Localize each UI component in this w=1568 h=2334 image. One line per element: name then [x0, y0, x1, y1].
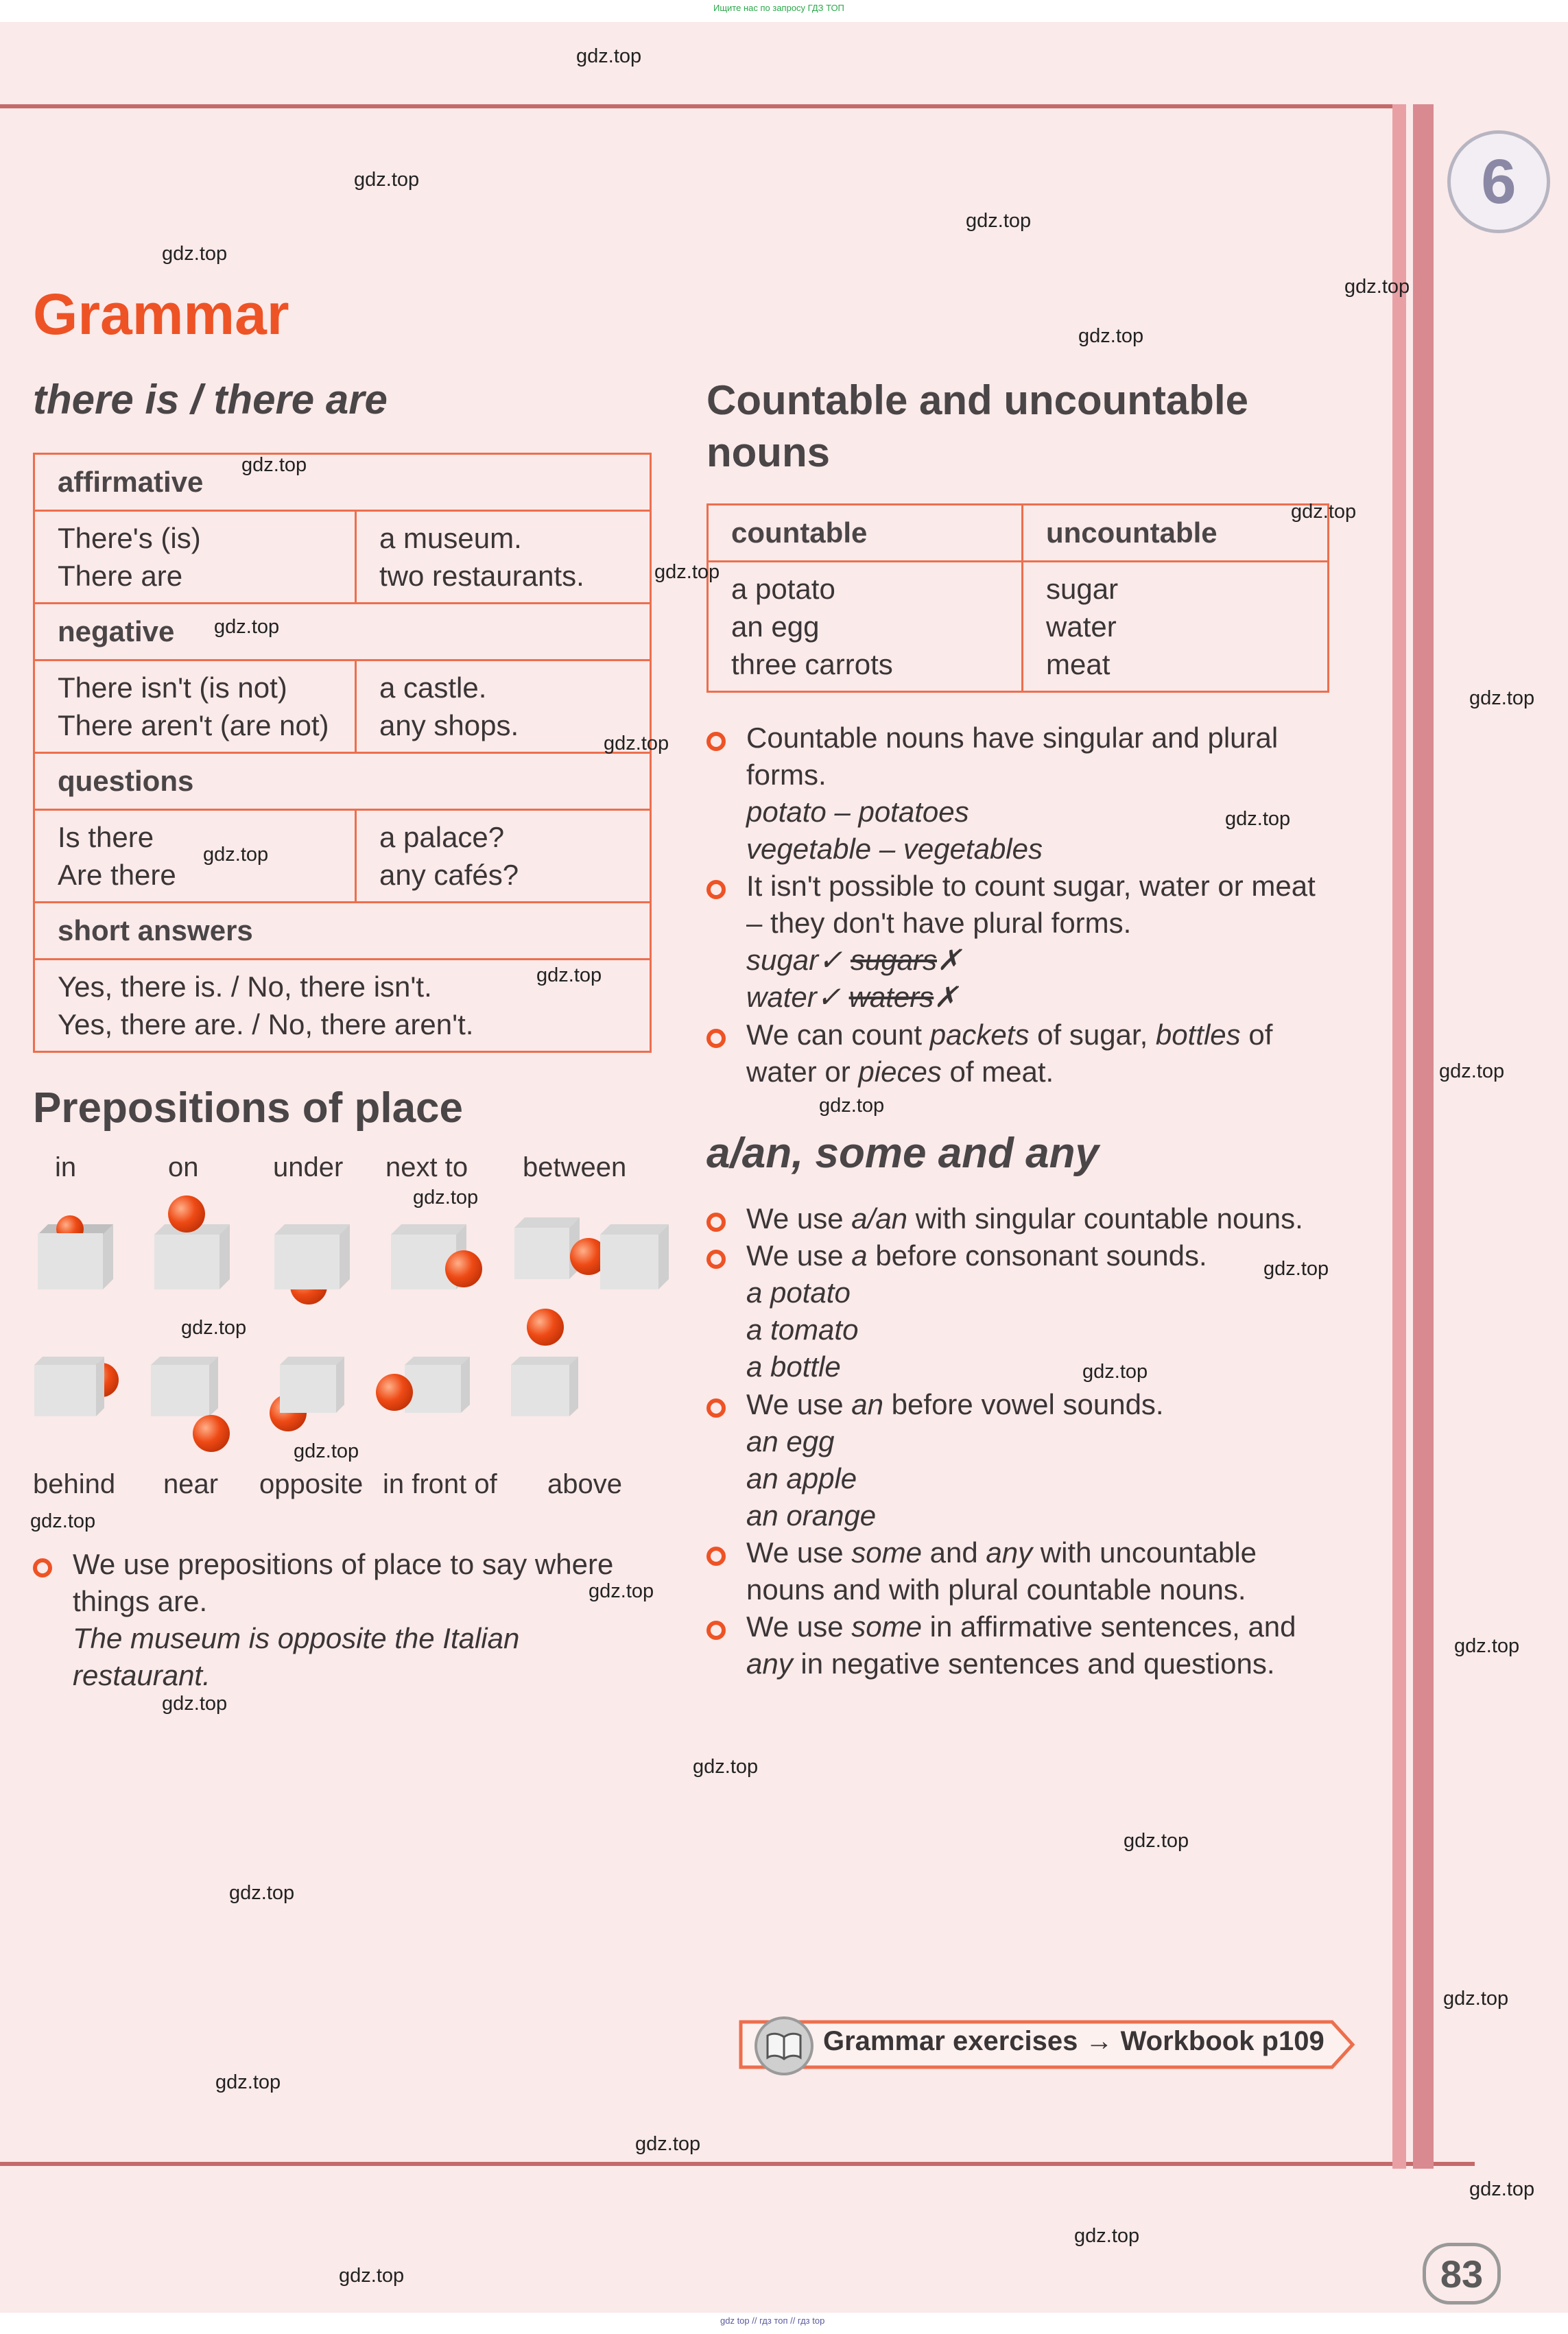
- workbook-link[interactable]: [738, 2019, 1355, 2067]
- questions-right-2: any cafés?: [379, 859, 519, 891]
- bottom-note: gdz top // гдз топ // гдз top: [720, 2315, 825, 2326]
- countable-example-2: vegetable – vegetables: [746, 833, 1043, 865]
- watermark: gdz.top: [1124, 1830, 1189, 1852]
- watermark: gdz.top: [215, 2071, 281, 2093]
- ball-next-to: [445, 1250, 482, 1287]
- countable-title: [706, 374, 1248, 479]
- a-example-1: a potato: [746, 1276, 851, 1309]
- countable-item-1: a potato: [731, 573, 835, 605]
- prep-label-behind: behind: [33, 1469, 116, 1499]
- countable-rule3-line2: [746, 1053, 1364, 1091]
- text: in affirmative sentences, and: [922, 1610, 1296, 1643]
- affirmative-left: [34, 511, 356, 604]
- watermark: gdz.top: [576, 45, 642, 67]
- prep-label-on: on: [168, 1152, 199, 1182]
- watermark: gdz.top: [1439, 1060, 1505, 1082]
- text: We can count: [746, 1019, 930, 1051]
- text: We use: [746, 1239, 852, 1272]
- watermark: gdz.top: [294, 1440, 359, 1462]
- cube-next-to: [391, 1224, 482, 1289]
- articles-title: a/an, some and any: [706, 1130, 1099, 1177]
- an-example-3: an orange: [746, 1499, 877, 1532]
- text: a: [851, 1239, 868, 1272]
- watermark: gdz.top: [1078, 325, 1144, 347]
- watermark: gdz.top: [1454, 1635, 1520, 1657]
- text: of sugar,: [1029, 1019, 1156, 1051]
- uncountable-list: [1023, 562, 1329, 692]
- countable-rule-2: [746, 868, 1364, 1016]
- questions-right: [356, 810, 651, 903]
- there-is-title: there is / there are: [33, 377, 388, 422]
- sugars-word: sugars: [850, 944, 937, 976]
- countable-header: countable: [708, 505, 1023, 562]
- countable-list: [708, 562, 1023, 692]
- questions-left-2: Are there: [58, 859, 176, 891]
- cross-icon: ✗: [934, 981, 958, 1013]
- text: with singular countable nouns.: [907, 1202, 1303, 1235]
- grammar-heading: Grammar: [33, 282, 289, 346]
- watermark: gdz.top: [654, 561, 720, 583]
- countable-rule1-line2: forms.: [746, 759, 827, 791]
- prep-label-opposite: opposite: [259, 1469, 364, 1499]
- watermark: gdz.top: [241, 454, 307, 476]
- watermark: gdz.top: [229, 1882, 295, 1904]
- text: of: [1240, 1019, 1273, 1051]
- affirmative-left-1: There's (is): [58, 522, 201, 554]
- cube-behind: [34, 1357, 119, 1416]
- countable-rule2-line1: It isn't possible to count sugar, water or meat: [746, 870, 1316, 902]
- questions-left-1: Is there: [58, 821, 154, 853]
- watermark: gdz.top: [339, 2265, 405, 2287]
- text: of meat.: [941, 1056, 1054, 1088]
- questions-right-1: a palace?: [379, 821, 505, 853]
- cube-under: [274, 1224, 350, 1305]
- short-answer-2: Yes, there are. / No, there aren't.: [58, 1008, 474, 1040]
- bottom-rule: [0, 2162, 1475, 2166]
- prep-label-near: near: [163, 1469, 219, 1499]
- text: We use: [746, 1536, 852, 1569]
- check-icon: ✓: [816, 981, 841, 1013]
- watermark: gdz.top: [1082, 1361, 1148, 1383]
- countable-rule2-line2: – they don't have plural forms.: [746, 907, 1132, 939]
- check-icon: ✓: [818, 944, 843, 976]
- water-example: [746, 979, 1364, 1016]
- cube-in-front-of: [376, 1357, 470, 1413]
- text: packets: [929, 1019, 1030, 1051]
- watermark: gdz.top: [1225, 808, 1291, 830]
- a-example-2: a tomato: [746, 1313, 859, 1346]
- watermark: gdz.top: [819, 1095, 885, 1117]
- page-edge-2: [1413, 104, 1434, 2169]
- water-word: water: [746, 981, 817, 1013]
- cube-in: [38, 1215, 113, 1289]
- text: water or: [746, 1056, 859, 1088]
- prepositions-rule: [73, 1546, 663, 1694]
- bullet: [706, 1398, 726, 1418]
- watermark: gdz.top: [693, 1756, 759, 1778]
- prep-label-in-front-of: in front of: [383, 1469, 497, 1499]
- negative-left: [34, 660, 356, 753]
- top-rule: [0, 104, 1392, 108]
- countable-rule3-line1: [746, 1016, 1364, 1053]
- prepositions-rule-text: We use prepositions of place to say where things are.: [73, 1548, 614, 1617]
- unit-number: 6: [1481, 146, 1517, 217]
- watermark: gdz.top: [1263, 1258, 1329, 1280]
- prep-label-under: under: [273, 1152, 344, 1182]
- negative-left-2: There aren't (are not): [58, 709, 329, 741]
- affirmative-left-2: There are: [58, 560, 183, 592]
- countable-table: [706, 503, 1329, 693]
- watermark: gdz.top: [413, 1187, 479, 1208]
- text: some: [851, 1610, 922, 1643]
- watermark: gdz.top: [162, 1693, 228, 1715]
- watermark: gdz.top: [162, 243, 228, 265]
- text: any: [986, 1536, 1033, 1569]
- a-example-3: a bottle: [746, 1350, 841, 1383]
- watermark: gdz.top: [1074, 2225, 1140, 2247]
- short-answer-1: Yes, there is. / No, there isn't.: [58, 970, 432, 1003]
- negative-right-1: a castle.: [379, 671, 487, 704]
- countable-title-line1: Countable and uncountable: [706, 377, 1248, 423]
- text: bottles: [1155, 1019, 1241, 1051]
- watermark: gdz.top: [1469, 687, 1535, 709]
- questions-left: [34, 810, 356, 903]
- uncountable-item-3: meat: [1046, 648, 1110, 680]
- prep-label-in: in: [55, 1152, 77, 1182]
- top-note: Ищите нас по запросу ГДЗ ТОП: [713, 3, 844, 13]
- ball-above: [527, 1309, 564, 1346]
- text: We use: [746, 1202, 852, 1235]
- page-number: 83: [1423, 2243, 1501, 2305]
- bullet: [33, 1558, 52, 1577]
- questions-label: questions: [34, 753, 651, 810]
- cube-opposite: [270, 1357, 344, 1431]
- uncountable-item-2: water: [1046, 610, 1117, 643]
- affirmative-right-1: a museum.: [379, 522, 522, 554]
- cube-between: [514, 1217, 669, 1289]
- ball-in-front-of: [376, 1374, 413, 1411]
- text: some: [851, 1536, 922, 1569]
- text: We use: [746, 1388, 852, 1420]
- countable-rule-1: [746, 719, 1364, 868]
- countable-example-1: potato – potatoes: [746, 796, 969, 828]
- articles-rule4-line2: nouns and with plural countable nouns.: [746, 1573, 1246, 1606]
- affirmative-right-2: two restaurants.: [379, 560, 584, 592]
- prep-label-between: between: [523, 1152, 627, 1182]
- articles-rule-1: [746, 1200, 1364, 1237]
- bullet: [706, 732, 726, 751]
- watermark: gdz.top: [214, 616, 280, 638]
- watermark: gdz.top: [1469, 2178, 1535, 2200]
- bullet: [706, 1547, 726, 1566]
- text: any: [746, 1647, 793, 1680]
- text: in negative sentences and questions.: [792, 1647, 1275, 1680]
- uncountable-item-1: sugar: [1046, 573, 1119, 605]
- articles-rule-4: [746, 1534, 1364, 1608]
- cube-on: [154, 1195, 230, 1289]
- uncountable-header: uncountable: [1023, 505, 1329, 562]
- text: with uncountable: [1032, 1536, 1257, 1569]
- an-example-1: an egg: [746, 1425, 835, 1457]
- unit-badge: [1447, 130, 1550, 233]
- cross-icon: ✗: [937, 944, 962, 976]
- text: before vowel sounds.: [883, 1388, 1164, 1420]
- text: a/an: [851, 1202, 908, 1235]
- watermark: gdz.top: [966, 210, 1032, 232]
- bullet: [706, 1621, 726, 1640]
- sugar-word: sugar: [746, 944, 819, 976]
- bullet: [706, 1213, 726, 1232]
- waters-word: waters: [848, 981, 934, 1013]
- countable-rule1-line1: Countable nouns have singular and plural: [746, 722, 1279, 754]
- countable-title-line2: nouns: [706, 429, 830, 475]
- bullet: [706, 880, 726, 899]
- prepositions-example: The museum is opposite the Italian restaurant.: [73, 1622, 520, 1691]
- countable-item-3: three carrots: [731, 648, 893, 680]
- watermark: gdz.top: [354, 169, 420, 191]
- watermark: gdz.top: [604, 733, 669, 754]
- text: an: [851, 1388, 884, 1420]
- prepositions-illustration: [27, 1193, 686, 1468]
- articles-rule-5: [746, 1608, 1364, 1682]
- prep-label-above: above: [547, 1469, 622, 1499]
- affirmative-label: affirmative: [34, 454, 651, 511]
- watermark: gdz.top: [1344, 276, 1410, 298]
- short-answers-label: short answers: [34, 903, 651, 960]
- negative-left-1: There isn't (is not): [58, 671, 287, 704]
- text: pieces: [858, 1056, 942, 1088]
- watermark: gdz.top: [1291, 501, 1357, 523]
- text: and: [922, 1536, 986, 1569]
- countable-item-2: an egg: [731, 610, 820, 643]
- text: We use: [746, 1610, 852, 1643]
- affirmative-right: [356, 511, 651, 604]
- workbook-label: Grammar exercises → Workbook p109: [823, 2026, 1325, 2056]
- watermark: gdz.top: [536, 964, 602, 986]
- book-icon: [755, 2016, 813, 2075]
- prep-label-next-to: next to: [385, 1152, 468, 1182]
- countable-rule-3: [746, 1016, 1364, 1091]
- there-is-table: [33, 453, 652, 1053]
- watermark: gdz.top: [589, 1580, 654, 1602]
- bullet: [706, 1250, 726, 1269]
- negative-right-2: any shops.: [379, 709, 519, 741]
- bullet: [706, 1029, 726, 1048]
- watermark: gdz.top: [635, 2133, 701, 2155]
- watermark: gdz.top: [203, 844, 269, 866]
- cube-near: [151, 1357, 230, 1452]
- articles-rule-3: [746, 1386, 1364, 1534]
- ball-on: [168, 1195, 205, 1233]
- ball-near: [193, 1415, 230, 1452]
- an-example-2: an apple: [746, 1462, 857, 1495]
- watermark: gdz.top: [1443, 1988, 1509, 2010]
- page-edge: [1392, 104, 1406, 2169]
- text: before consonant sounds.: [867, 1239, 1207, 1272]
- sugar-example: [746, 942, 1364, 979]
- watermark: gdz.top: [30, 1510, 96, 1532]
- watermark: gdz.top: [181, 1317, 247, 1339]
- prepositions-title: Prepositions of place: [33, 1084, 464, 1132]
- cube-above: [511, 1309, 578, 1416]
- negative-label: negative: [34, 604, 651, 660]
